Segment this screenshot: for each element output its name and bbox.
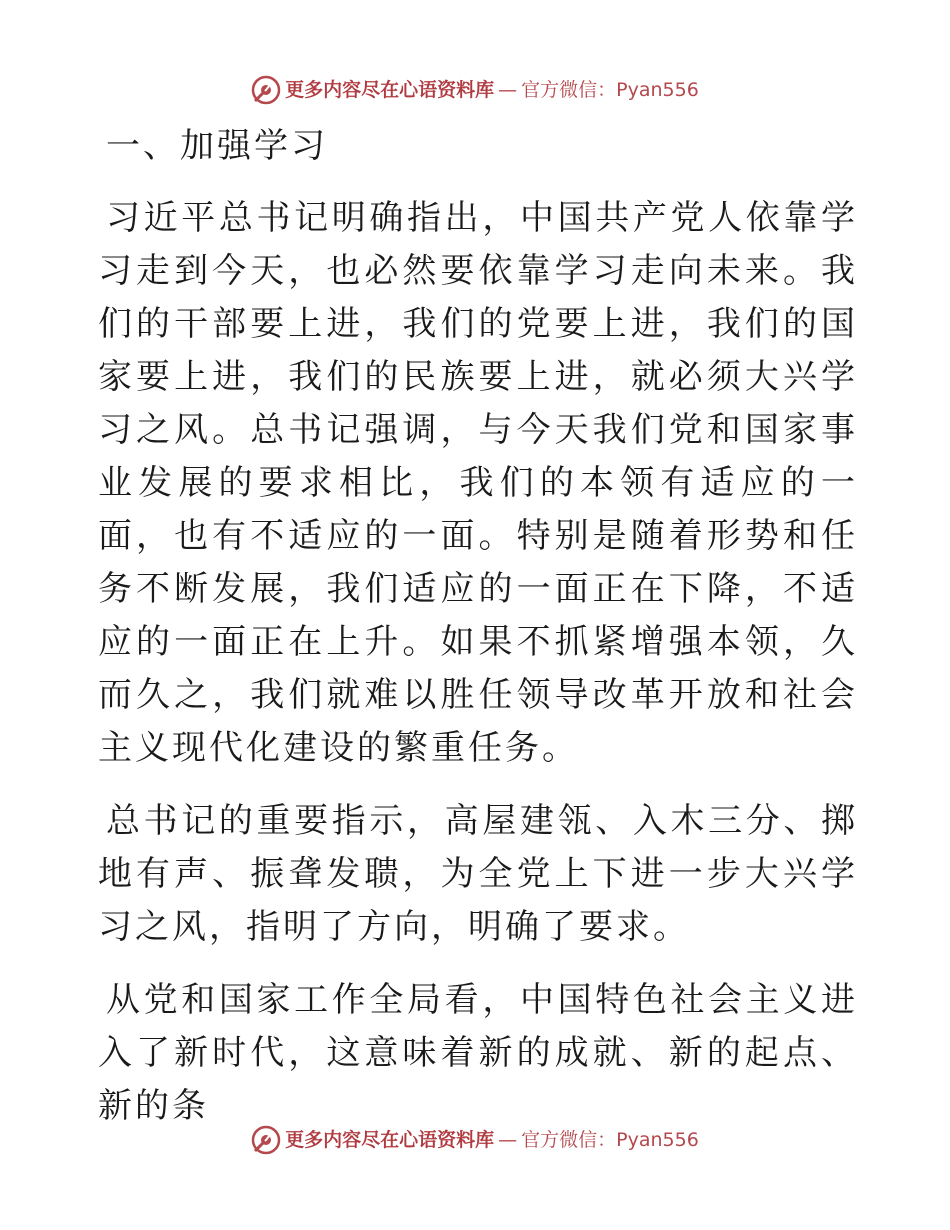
document-body (98, 120, 858, 1153)
paragraph: 从党和国家工作全局看，中国特色社会主义进入了新时代，这意味着新的成就、新的起点、新的条 (98, 980, 858, 1126)
paragraph: 总书记的重要指示，高屋建瓴、入木三分、掷地有声、振聋发聩，为全党上下进一步大兴学习之风，指明了方向，明确了要求。 (98, 801, 858, 947)
watermark-separator: — (498, 1129, 518, 1151)
brand-logo-icon (251, 75, 281, 105)
watermark-brand: 更多内容尽在心语资料库 (285, 1129, 495, 1151)
watermark-wechat: 官方微信：Pyan556 (521, 79, 699, 101)
brand-logo-icon (251, 1125, 281, 1155)
watermark-wechat: 官方微信：Pyan556 (521, 1129, 699, 1151)
watermark-separator: — (498, 79, 518, 101)
header-watermark (0, 75, 950, 105)
watermark-brand: 更多内容尽在心语资料库 (285, 79, 495, 101)
section-heading: 一、加强学习 (106, 126, 328, 166)
paragraph: 习近平总书记明确指出，中国共产党人依靠学习走到今天，也必然要依靠学习走向未来。我们的干部要上进，我们的党要上进，我们的国家要上进，我们的民族要上进，就必须大兴学习之风。总书记强调，与今天我们党和国家事业发展的要求相比，我们的本领有适应的一面，也有不适应的一面。特别是随着形势和任务不断发展，我们适应的一面正在下降，不适应的一面正在上升。如果不抓紧增强本领，久而久之，我们就难以胜任领导改革开放和社会主义现代化建设的繁重任务。 (98, 198, 858, 768)
footer-watermark (0, 1125, 950, 1155)
